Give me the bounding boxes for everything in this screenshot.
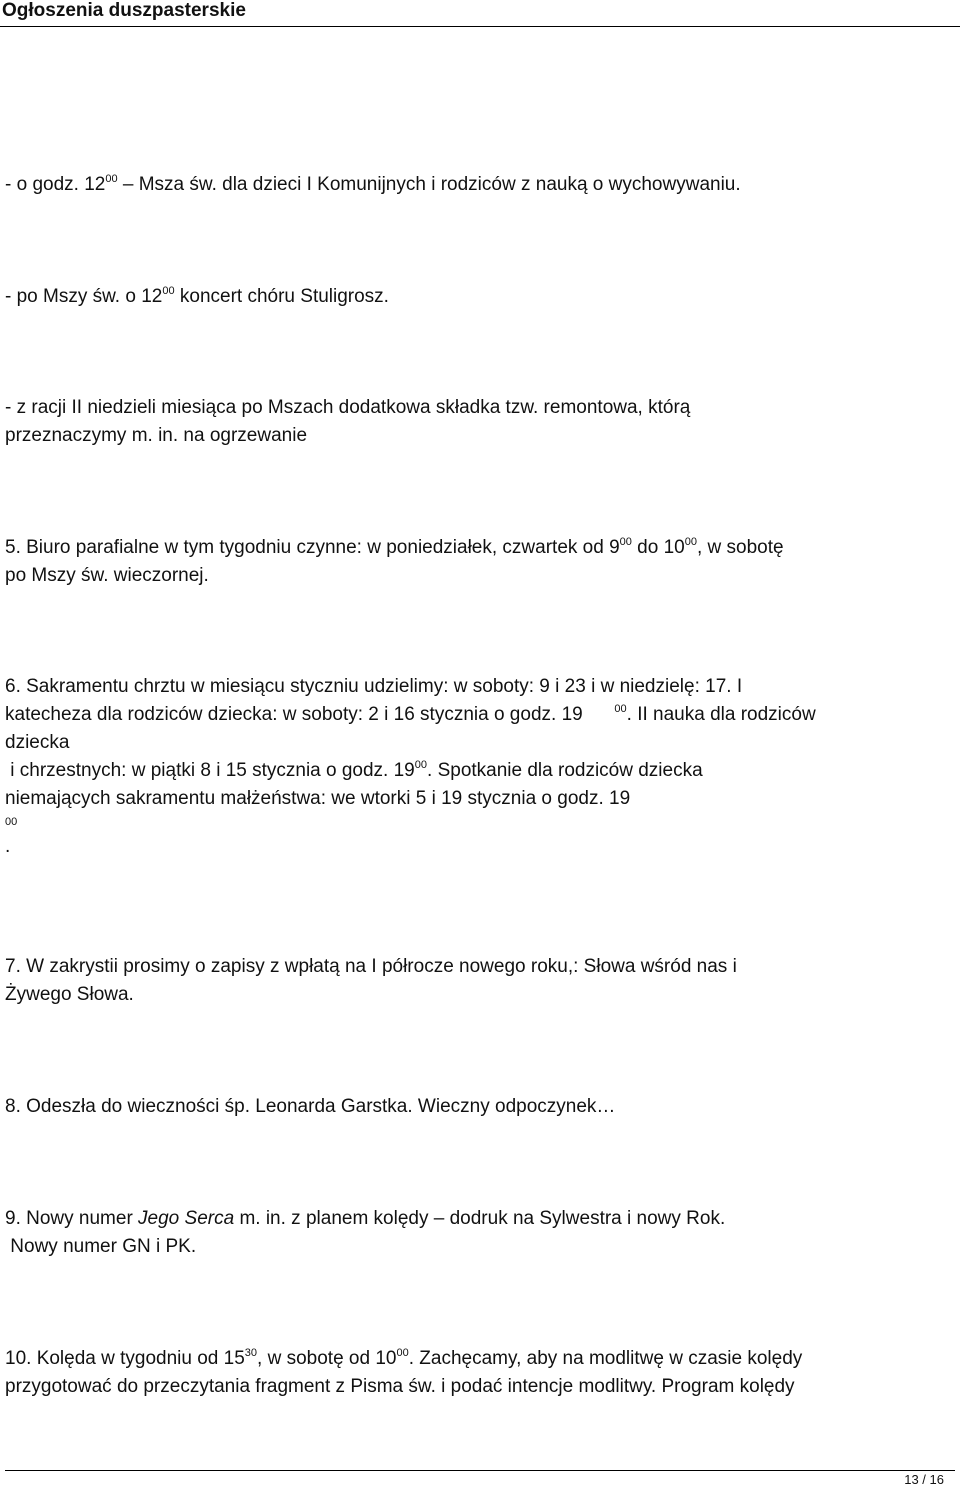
header-divider xyxy=(0,26,960,27)
announcement-funeral: 8. Odeszła do wieczności śp. Leonarda Garstka. Wieczny odpoczynek… xyxy=(5,1096,616,1117)
announcement-baptism-line-2: katecheza dla rodziców dziecka: w soboty: 2 i 16 stycznia o godz. 19 $^{00}$. II nauka dla rodziców xyxy=(5,703,816,725)
announcement-baptism-line-1: 6. Sakramentu chrztu w miesiącu styczniu udzielimy: w soboty: 9 i 23 i w niedzielę: 17. I xyxy=(5,676,743,697)
announcement-collection-line-1: - z racji II niedzieli miesiąca po Mszach dodatkowa składka tzw. remontowa, którą xyxy=(5,397,691,418)
announcement-baptism-line-4: i chrzestnych: w piątki 8 i 15 stycznia o godz. $19^{00}$. Spotkanie dla rodziców dziecka xyxy=(5,759,703,781)
announcement-collection-line-2: przeznaczymy m. in. na ogrzewanie xyxy=(5,425,308,446)
announcement-baptism-line-6: 00 xyxy=(5,816,18,828)
announcement-new-issue-line-1: 9. Nowy numer Jego Serca m. in. z planem kolędy – dodruk na Sylwestra i nowy Rok. xyxy=(5,1208,726,1229)
announcement-baptism-line-3: dziecka xyxy=(5,732,70,753)
footer-divider xyxy=(5,1470,955,1471)
announcement-carol-line-1: 10. Kolęda w tygodniu od $15^{30}$, w sobotę od $10^{00}$. Zachęcamy, aby na modlitwę w czasie kolędy xyxy=(5,1347,803,1369)
announcement-sacristy-line-1: 7. W zakrystii prosimy o zapisy z wpłatą na I półrocze nowego roku,: Słowa wśród nas i xyxy=(5,956,737,977)
announcement-office-hours-line-1: 5. Biuro parafialne w tym tygodniu czynne: w poniedziałek, czwartek od $9^{00}$ do $10^{00}$, w sobotę xyxy=(5,536,784,558)
announcement-sacristy-line-2: Żywego Słowa. xyxy=(5,984,134,1005)
announcement-carol-line-2: przygotować do przeczytania fragment z Pisma św. i podać intencje modlitwy. Program kolędy xyxy=(5,1376,795,1397)
announcement-baptism-line-7: . xyxy=(5,836,11,857)
page-header xyxy=(0,0,960,28)
announcement-office-hours-line-2: po Mszy św. wieczornej. xyxy=(5,565,209,586)
page-title: Ogłoszenia duszpasterskie xyxy=(2,0,246,21)
announcement-concert: - po Mszy św. o $12^{00}$ koncert chóru Stuligrosz. xyxy=(5,285,389,307)
announcement-children-mass: - o godz. $12^{00}$ – Msza św. dla dzieci I Komunijnych i rodziców z nauką o wychowywaniu. xyxy=(5,173,741,195)
announcement-baptism-line-5: niemających sakramentu małżeństwa: we wtorki 5 i 19 stycznia o godz. 19 xyxy=(5,788,631,809)
page-number: 13 / 16 xyxy=(904,1472,944,1487)
announcement-new-issue-line-2: Nowy numer GN i PK. xyxy=(5,1236,197,1257)
